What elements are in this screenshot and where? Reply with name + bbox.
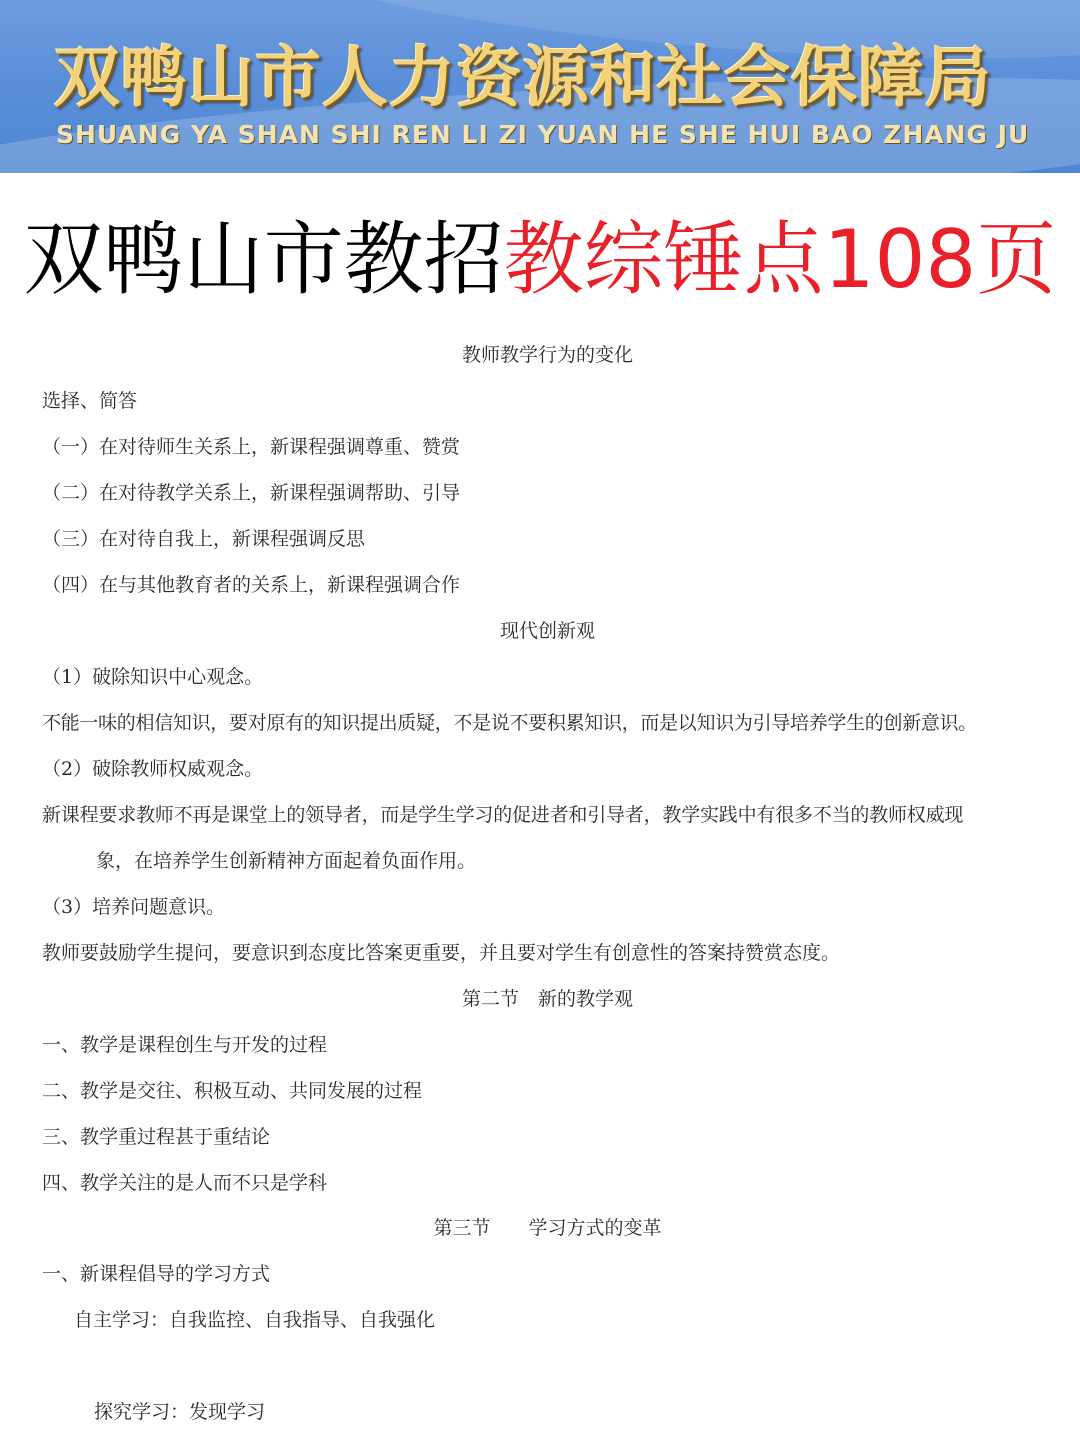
sub-item: 自主学习：自我监控、自我指导、自我强化 — [74, 1309, 436, 1331]
title-part-red: 教综锤点108页 — [503, 213, 1057, 306]
page-title — [0, 210, 1080, 310]
list-item: 二、教学是交往、积极互动、共同发展的过程 — [42, 1080, 423, 1102]
list-item: 三、教学重过程甚于重结论 — [42, 1126, 271, 1148]
point-heading: （1）破除知识中心观念。 — [42, 666, 264, 688]
list-item: 一、教学是课程创生与开发的过程 — [42, 1034, 328, 1056]
paragraph: 象，在培养学生创新精神方面起着负面作用。 — [96, 850, 477, 872]
list-item: （二）在对待教学关系上，新课程强调帮助、引导 — [42, 482, 461, 504]
sub-item: 探究学习：发现学习 — [94, 1401, 266, 1423]
agency-pinyin: SHUANG YA SHAN SHI REN LI ZI YUAN HE SHE HUI BAO ZHANG JU — [56, 120, 1030, 149]
title-part-black: 双鸭山市教招 — [23, 213, 504, 306]
list-item: 一、新课程倡导的学习方式 — [42, 1263, 271, 1285]
paragraph: 不能一味的相信知识，要对原有的知识提出质疑，不是说不要积累知识，而是以知识为引导培养学生的创新意识。 — [42, 712, 978, 734]
list-item: （三）在对待自我上，新课程强调反思 — [42, 528, 366, 550]
header-banner — [0, 0, 1080, 173]
list-item: （一）在对待师生关系上，新课程强调尊重、赞赏 — [42, 436, 461, 458]
paragraph: 教师要鼓励学生提问，要意识到态度比答案更重要，并且要对学生有创意性的答案持赞赏态度。 — [42, 942, 841, 964]
section-heading: 第二节 新的教学观 — [461, 988, 633, 1010]
question-type: 选择、简答 — [42, 390, 138, 412]
agency-name: 双鸭山市人力资源和社会保障局 — [54, 39, 992, 116]
paragraph: 新课程要求教师不再是课堂上的领导者，而是学生学习的促进者和引导者，教学实践中有很多不当的教师权威现 — [42, 804, 964, 826]
point-heading: （3）培养问题意识。 — [42, 896, 226, 918]
list-item: 四、教学关注的是人而不只是学科 — [42, 1172, 328, 1194]
section-heading: 第三节 学习方式的变革 — [433, 1217, 662, 1239]
point-heading: （2）破除教师权威观念。 — [42, 758, 264, 780]
list-item: （四）在与其他教育者的关系上，新课程强调合作 — [42, 574, 461, 596]
section-heading: 现代创新观 — [499, 620, 595, 642]
section-heading: 教师教学行为的变化 — [461, 344, 633, 366]
